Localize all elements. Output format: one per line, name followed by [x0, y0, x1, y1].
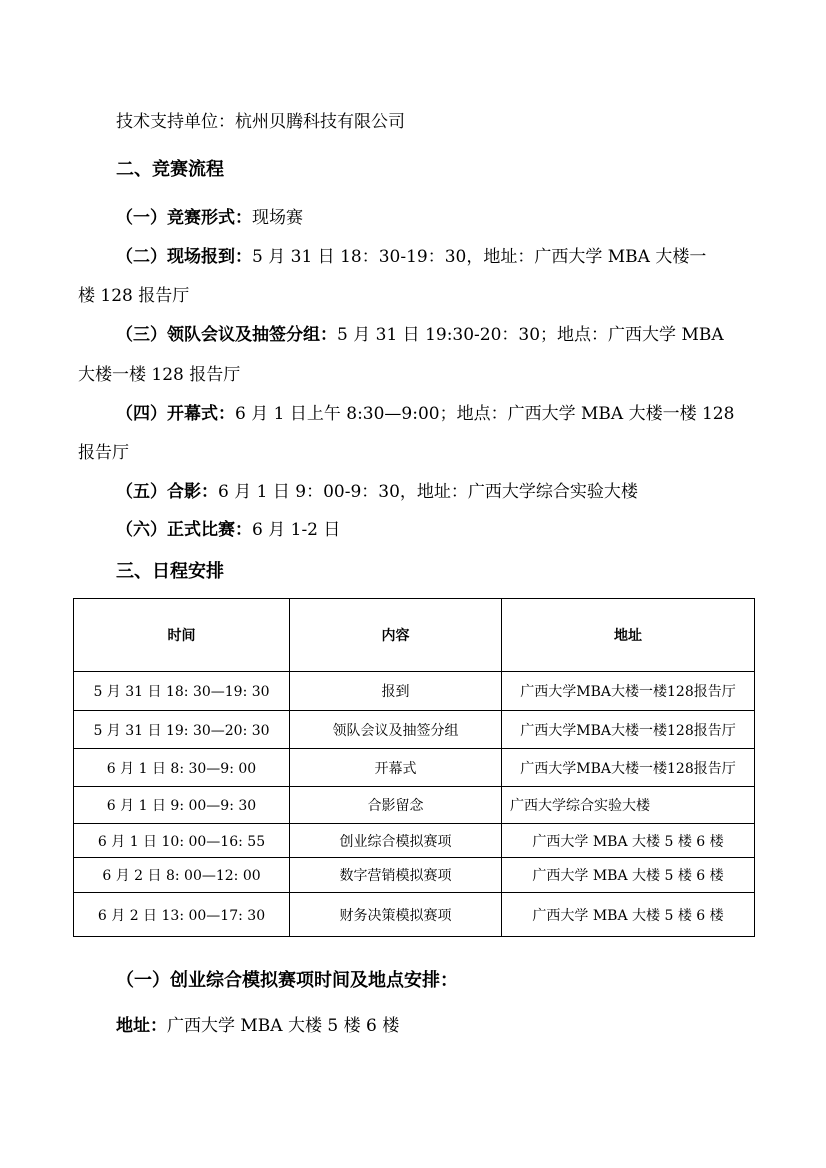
item-3-label: （三）领队会议及抽签分组：: [116, 325, 337, 345]
cell-time: 5 月 31 日 18: 30—19: 30: [74, 672, 290, 711]
table-header-row: [74, 599, 755, 672]
item-3: [116, 324, 724, 346]
cell-address: 广西大学 MBA 大楼 5 楼 6 楼: [502, 858, 755, 893]
item-2: [116, 246, 706, 268]
item-4-text: 6 月 1 日上午 8:30—9:00；地点：广西大学 MBA 大楼一楼 128: [235, 404, 735, 424]
item-1-text: 现场赛: [252, 208, 303, 228]
section-3-title: 三、日程安排: [116, 561, 224, 582]
cell-address: 广西大学综合实验大楼: [502, 787, 755, 824]
item-1: [116, 207, 303, 229]
table-row: [74, 824, 755, 858]
cell-time: 6 月 1 日 8: 30—9: 00: [74, 749, 290, 787]
cell-time: 6 月 2 日 13: 00—17: 30: [74, 893, 290, 937]
table-row: [74, 858, 755, 893]
table-row: [74, 711, 755, 749]
address-text: 广西大学 MBA 大楼 5 楼 6 楼: [167, 1016, 400, 1036]
item-1-label: （一）竞赛形式：: [116, 208, 252, 228]
cell-time: 6 月 1 日 9: 00—9: 30: [74, 787, 290, 824]
table-row: [74, 749, 755, 787]
cell-content: 开幕式: [290, 749, 502, 787]
cell-address: 广西大学MBA大楼一楼128报告厅: [502, 749, 755, 787]
table-row: [74, 893, 755, 937]
header-time: 时间: [74, 599, 290, 672]
item-6-label: （六）正式比赛：: [116, 520, 252, 540]
item-3-continuation: 大楼一楼 128 报告厅: [78, 365, 241, 385]
item-2-text: 5 月 31 日 18：30-19：30，地址：广西大学 MBA 大楼一: [252, 247, 707, 267]
item-6-text: 6 月 1-2 日: [252, 520, 341, 540]
cell-time: 6 月 2 日 8: 00—12: 00: [74, 858, 290, 893]
item-5: [116, 481, 638, 503]
cell-address: 广西大学MBA大楼一楼128报告厅: [502, 711, 755, 749]
item-3-text: 5 月 31 日 19:30-20：30；地点：广西大学 MBA: [337, 325, 724, 345]
cell-address: 广西大学 MBA 大楼 5 楼 6 楼: [502, 893, 755, 937]
table-row: [74, 787, 755, 824]
cell-content: 领队会议及抽签分组: [290, 711, 502, 749]
cell-content: 合影留念: [290, 787, 502, 824]
subsection-1-title: （一）创业综合模拟赛项时间及地点安排：: [116, 970, 458, 991]
support-unit-line: 技术支持单位：杭州贝腾科技有限公司: [116, 112, 405, 132]
header-content: 内容: [290, 599, 502, 672]
cell-address: 广西大学MBA大楼一楼128报告厅: [502, 672, 755, 711]
address-label: 地址：: [116, 1016, 167, 1036]
cell-content: 财务决策模拟赛项: [290, 893, 502, 937]
item-2-continuation: 楼 128 报告厅: [78, 286, 190, 306]
section-2-title: 二、竞赛流程: [116, 159, 224, 180]
cell-time: 6 月 1 日 10: 00—16: 55: [74, 824, 290, 858]
item-6: [116, 519, 340, 541]
cell-time: 5 月 31 日 19: 30—20: 30: [74, 711, 290, 749]
address-line: [116, 1015, 399, 1037]
item-4-continuation: 报告厅: [78, 443, 129, 463]
cell-address: 广西大学 MBA 大楼 5 楼 6 楼: [502, 824, 755, 858]
item-5-text: 6 月 1 日 9：00-9：30，地址：广西大学综合实验大楼: [218, 482, 638, 502]
table-row: [74, 672, 755, 711]
schedule-table: [73, 598, 755, 937]
cell-content: 数字营销模拟赛项: [290, 858, 502, 893]
header-address: 地址: [502, 599, 755, 672]
item-4-label: （四）开幕式：: [116, 404, 235, 424]
cell-content: 报到: [290, 672, 502, 711]
item-5-label: （五）合影：: [116, 482, 218, 502]
cell-content: 创业综合模拟赛项: [290, 824, 502, 858]
item-2-label: （二）现场报到：: [116, 247, 252, 267]
item-4: [116, 403, 734, 425]
